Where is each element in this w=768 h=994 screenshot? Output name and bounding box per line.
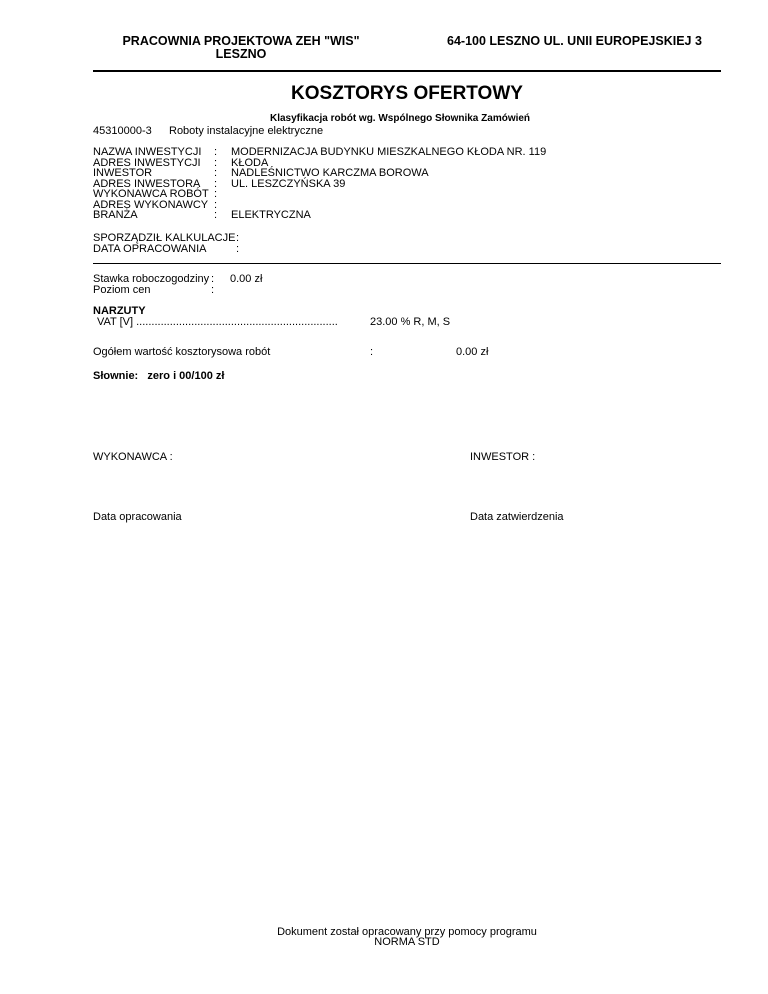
total-label: Ogółem wartość kosztorysowa robót [93,346,271,358]
classification-heading: Klasyfikacja robót wg. Wspólnego Słownika Zamówień [270,113,531,124]
classification-code: 45310000-3 [93,125,152,137]
info-label: BRANŻA [93,209,138,221]
classification-description: Roboty instalacyjne elektryczne [169,125,324,137]
footer-note [0,927,768,947]
labor-rate-colon: : [211,273,215,285]
prepared-label: SPORZĄDZIŁ KALKULACJE [93,232,236,244]
vat-value: 23.00 % R, M, S [370,316,451,328]
info-label: NAZWA INWESTYCJI [93,146,202,158]
labor-rate-label: Stawka roboczogodziny [93,273,210,285]
info-label: INWESTOR [93,167,153,179]
info-value: KŁODA [231,156,269,169]
info-colon: : [214,177,218,190]
info-value: ELEKTRYCZNA [231,209,311,221]
info-label: ADRES INWESTYCJI [93,156,201,169]
footer-line1: Dokument został opracowany przy pomocy programu [277,926,537,938]
company-name-line1: PRACOWNIA PROJEKTOWA ZEH "WIS" [122,34,360,48]
company-name [96,35,386,61]
info-colon: : [214,198,218,211]
approval-date-label: Data zatwierdzenia [470,511,564,523]
prep-date-label: Data opracowania [93,511,182,523]
prepared-colon: : [236,232,240,244]
header-divider [93,70,721,72]
labor-rate-value: 0.00 zł [230,273,263,285]
info-value: UL. LESZCZYŃSKA 39 [231,177,346,190]
investor-signature-label: INWESTOR : [470,451,536,463]
page-title: KOSZTORYS OFERTOWY [291,83,523,104]
surcharges-heading: NARZUTY [93,305,146,317]
prepared-colon: : [236,242,240,255]
info-colon: : [214,146,218,158]
info-label: ADRES INWESTORA [93,177,201,190]
info-value: NADLEŚNICTWO KARCZMA BOROWA [231,167,429,179]
info-value: MODERNIZACJA BUDYNKU MIESZKALNEGO KŁODA NR. 119 [231,146,547,158]
prepared-label: DATA OPRACOWANIA [93,242,207,255]
vat-label: VAT [V] .................................................................. [97,316,338,328]
info-colon: : [214,209,218,221]
company-city: LESZNO [215,47,267,61]
amount-in-words: Słownie: zero i 00/100 zł [93,370,225,382]
info-colon: : [214,167,218,179]
section-divider [93,263,721,264]
price-level-colon: : [211,284,215,296]
total-value: 0.00 zł [456,346,489,358]
footer-line2: NORMA STD [374,936,440,948]
info-colon: : [214,188,218,200]
info-label: ADRES WYKONAWCY [93,198,209,211]
company-address: 64-100 LESZNO UL. UNII EUROPEJSKIEJ 3 [447,34,702,48]
total-colon: : [370,346,374,358]
contractor-signature-label: WYKONAWCA : [93,451,173,463]
price-level-label: Poziom cen [93,284,151,296]
info-colon: : [214,156,218,169]
info-label: WYKONAWCA ROBÓT [93,188,209,200]
